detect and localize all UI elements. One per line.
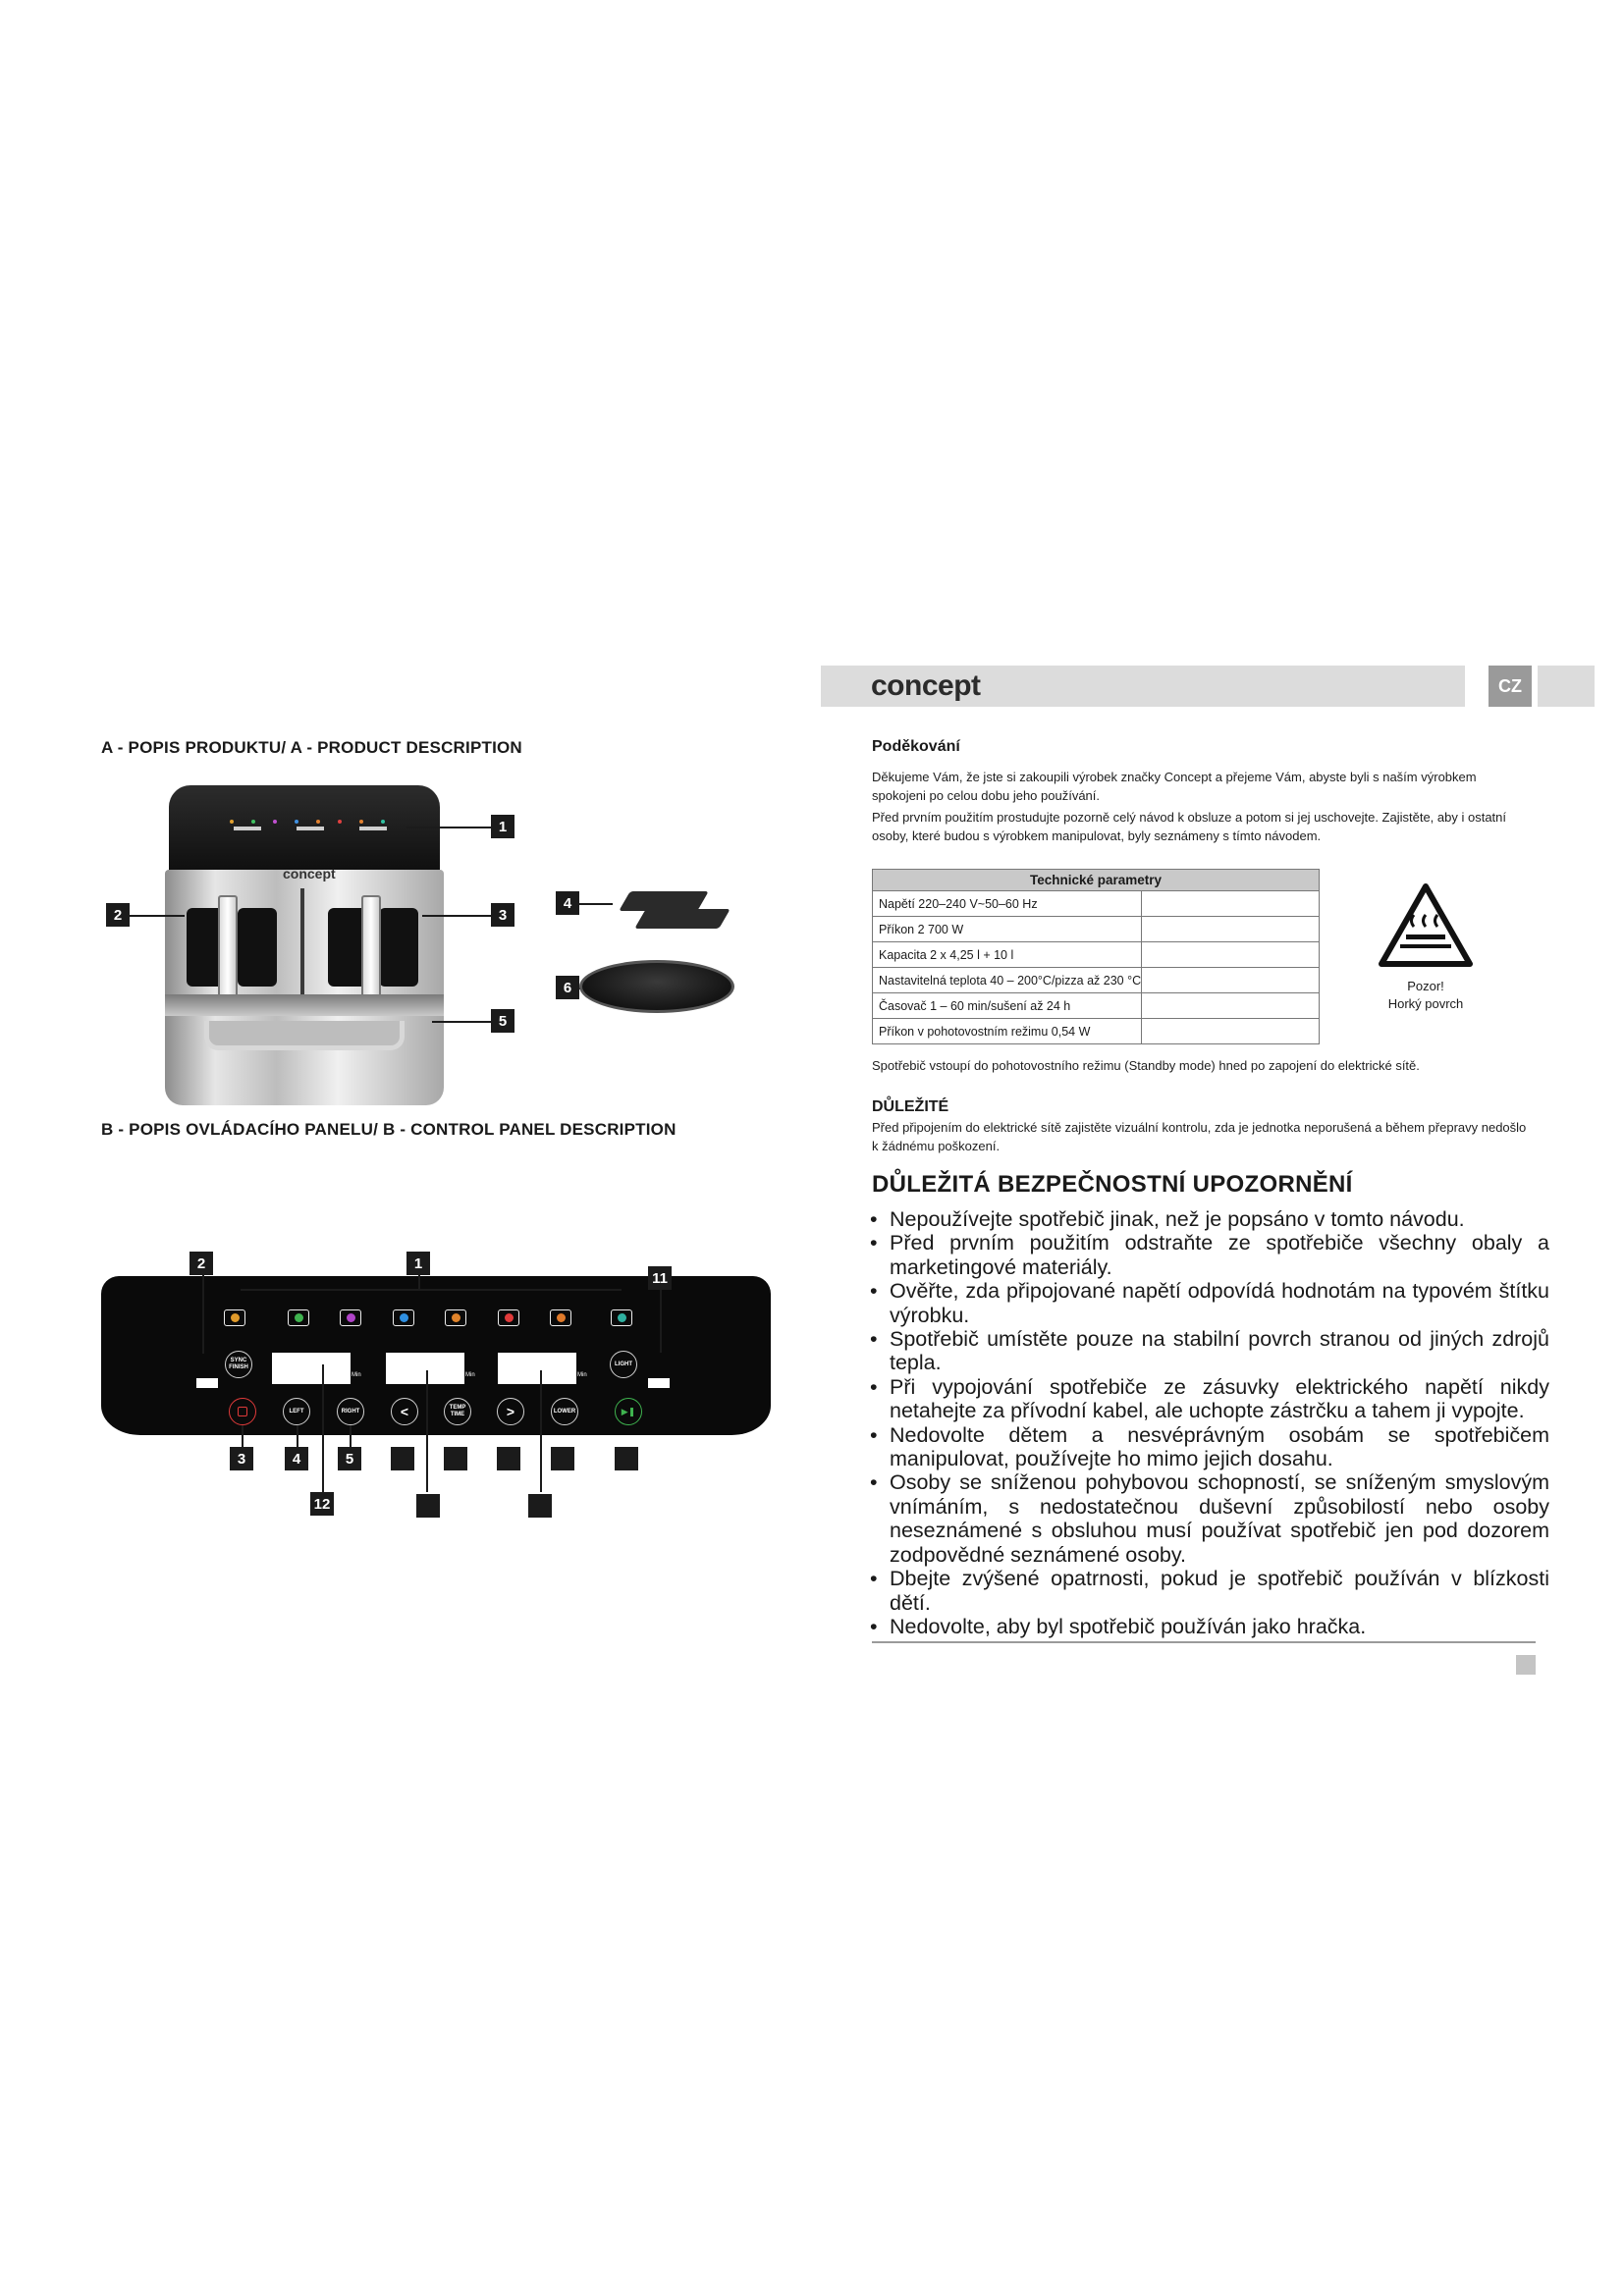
callout-4-leader — [579, 903, 613, 905]
panel-callout-3: 3 — [230, 1447, 253, 1470]
fryer-brand-logo: concept — [283, 866, 336, 881]
panel-callout-14 — [528, 1494, 552, 1518]
panel-callout-7 — [391, 1447, 414, 1470]
callout-5-leader — [432, 1021, 493, 1023]
warning-caption-line-1: Pozor! — [1407, 979, 1444, 993]
panel-callout-11: 11 — [648, 1266, 672, 1290]
safety-item: • Ověřte, zda připojované napětí odpovídá hodnotám na typovém štítku výrobku. — [868, 1279, 1549, 1327]
preset-dot-6 — [505, 1313, 514, 1322]
callout-3: 3 — [491, 903, 514, 927]
fryer-body — [165, 870, 444, 1105]
power-button[interactable] — [229, 1398, 256, 1425]
callout-3-line — [242, 1425, 244, 1447]
panel-callout-9 — [497, 1447, 520, 1470]
footer-rule — [872, 1641, 1536, 1643]
important-text: Před připojením do elektrické sítě zajistěte vizuální kontrolu, zda je jednotka neporušená a během přepravy nedošlo k žádnému poškození. — [872, 1120, 1527, 1153]
preset-dot-5 — [452, 1313, 460, 1322]
safety-warnings-list — [868, 1207, 1549, 1638]
panel-callout-6 — [615, 1447, 638, 1470]
callout-4-line — [297, 1425, 298, 1447]
safety-item: • Dbejte zvýšené opatrnosti, pokud je spotřebič používán v blízkosti dětí. — [868, 1567, 1549, 1615]
start-pause-button[interactable] — [615, 1398, 642, 1425]
preset-icon-4[interactable] — [393, 1309, 414, 1326]
bottom-drawer-handle — [204, 1021, 405, 1050]
brand-logo: concept — [871, 669, 981, 702]
left-min-label: Min — [352, 1372, 361, 1378]
language-tag: CZ — [1489, 666, 1532, 707]
callout-5-line — [350, 1425, 352, 1447]
preset-dot-4 — [400, 1313, 408, 1322]
callout-1-stem — [418, 1275, 420, 1289]
callout-1-leader — [406, 827, 495, 828]
preset-icon-2[interactable] — [288, 1309, 309, 1326]
panel-callout-10 — [551, 1447, 574, 1470]
left-drawer-handle — [218, 895, 238, 997]
standby-note: Spotřebič vstoupí do pohotovostního režimu (Standby mode) hned po zapojení do elektrické sítě. — [872, 1058, 1420, 1073]
callout-2-line — [202, 1275, 204, 1354]
spec-table-header: Technické parametry — [873, 870, 1320, 891]
right-min-label: Min — [577, 1372, 587, 1378]
light-button[interactable]: LIGHT — [610, 1351, 637, 1378]
preset-dot-7 — [557, 1313, 566, 1322]
preset-dot-1 — [231, 1313, 240, 1322]
thanks-paragraph-2: Před prvním použitím prostudujte pozorně celý návod k obsluze a potom si jej uschovejte. Zajistěte, aby i ostatní osoby, které budou s výrobkem manipulovat, byly seznámeny s tímto návodem. — [872, 810, 1507, 843]
center-display — [386, 1353, 464, 1384]
safety-item: • Osoby se sníženou pohybovou schopností, se sníženým smyslovým vnímáním, s nedostatečnou duševní způsobilostí nebo osoby neseznámené s obsluhou musí používat spotřebič jen pod dozorem zodpovědné seznámené osoby. — [868, 1470, 1549, 1567]
temp-time-button[interactable]: TEMP TIME — [444, 1398, 471, 1425]
preset-dot-2 — [295, 1313, 303, 1322]
center-min-label: Min — [465, 1372, 475, 1378]
preset-icon-5[interactable] — [445, 1309, 466, 1326]
preset-dot-8 — [618, 1313, 626, 1322]
left-basket-button[interactable]: LEFT — [283, 1398, 310, 1425]
sync-finish-button[interactable]: SYNC FINISH — [225, 1351, 252, 1378]
lower-button[interactable]: LOWER — [551, 1398, 578, 1425]
spec-row: Nastavitelná teplota 40 – 200°C/pizza až 230 °C — [873, 968, 1142, 993]
callout-1: 1 — [491, 815, 514, 838]
preset-icon-3[interactable] — [340, 1309, 361, 1326]
thanks-paragraph-1: Děkujeme Vám, že jste si zakoupili výrobek značky Concept a přejeme Vám, abyste byli s naším výrobkem spokojeni po celou dobu jeho používání. — [872, 770, 1477, 803]
safety-item: • Nedovolte, aby byl spotřebič používán jako hračka. — [868, 1615, 1549, 1638]
callout-13-line — [426, 1370, 428, 1492]
spec-row-empty — [1142, 891, 1320, 917]
pizza-pan — [579, 960, 734, 1013]
spec-row: Příkon v pohotovostním režimu 0,54 W — [873, 1019, 1142, 1044]
spec-row: Příkon 2 700 W — [873, 917, 1142, 942]
panel-callout-8 — [444, 1447, 467, 1470]
section-a-heading: A - POPIS PRODUKTU/ A - PRODUCT DESCRIPTION — [101, 738, 522, 757]
crisper-plate-1 — [619, 891, 709, 911]
spec-row-empty — [1142, 917, 1320, 942]
panel-callout-5-label: 5 — [345, 1450, 354, 1468]
technical-parameters-table — [872, 869, 1320, 1044]
right-basket-display — [498, 1353, 576, 1384]
callout-2-leader — [126, 915, 185, 917]
spec-row: Časovač 1 – 60 min/sušení až 24 h — [873, 993, 1142, 1019]
spec-row: Kapacita 2 x 4,25 l + 10 l — [873, 942, 1142, 968]
left-basket-display — [272, 1353, 351, 1384]
panel-callout-4: 4 — [285, 1447, 308, 1470]
spec-row-empty — [1142, 1019, 1320, 1044]
safety-item: • Spotřebič umístěte pouze na stabilní povrch stranou od jiných zdrojů tepla. — [868, 1327, 1549, 1375]
panel-callout-1: 1 — [406, 1252, 430, 1275]
left-drawer-window-2 — [238, 908, 277, 987]
callout-4: 4 — [556, 891, 579, 915]
spec-row-empty — [1142, 968, 1320, 993]
callout-11-line — [660, 1290, 662, 1353]
callout-1-bracket — [241, 1289, 622, 1291]
callout-2: 2 — [106, 903, 130, 927]
right-basket-button[interactable]: RIGHT — [337, 1398, 364, 1425]
header-strip — [1538, 666, 1595, 707]
safety-warnings-heading: DŮLEŽITÁ BEZPEČNOSTNÍ UPOZORNĚNÍ — [872, 1171, 1353, 1198]
section-b-heading: B - POPIS OVLÁDACÍHO PANELU/ B - CONTROL PANEL DESCRIPTION — [101, 1120, 677, 1139]
left-indicator — [196, 1378, 218, 1388]
callout-6: 6 — [556, 976, 579, 999]
drawer-divider — [300, 888, 304, 994]
fryer-display-icons — [224, 818, 401, 831]
page-marker — [1516, 1655, 1536, 1675]
right-drawer-handle — [361, 895, 381, 997]
callout-14-line — [540, 1370, 542, 1492]
important-heading: DŮLEŽITÉ — [872, 1098, 949, 1115]
spec-row: Napětí 220–240 V~50–60 Hz — [873, 891, 1142, 917]
safety-item: • Před prvním použitím odstraňte ze spotřebiče všechny obaly a marketingové materiály. — [868, 1231, 1549, 1279]
safety-item: • Nedovolte dětem a nesvéprávným osobám se spotřebičem manipulovat, používejte ho mimo jejich dosahu. — [868, 1423, 1549, 1471]
preset-icon-6[interactable] — [498, 1309, 519, 1326]
hot-surface-caption — [1359, 978, 1492, 1013]
decrease-button[interactable]: < — [391, 1398, 418, 1425]
spec-row-empty — [1142, 942, 1320, 968]
panel-callout-13 — [416, 1494, 440, 1518]
power-icon — [238, 1407, 247, 1416]
warning-caption-line-2: Horký povrch — [1387, 996, 1464, 1011]
preset-dot-3 — [347, 1313, 355, 1322]
right-drawer-window-2 — [379, 908, 418, 987]
preset-icon-7[interactable] — [550, 1309, 571, 1326]
panel-callout-2: 2 — [189, 1252, 213, 1275]
panel-callout-12: 12 — [310, 1492, 334, 1516]
safety-item: • Nepoužívejte spotřebič jinak, než je popsáno v tomto návodu. — [868, 1207, 1549, 1231]
thanks-heading: Poděkování — [872, 738, 960, 755]
play-pause-icon: ▶❚ — [621, 1406, 636, 1416]
hot-surface-warning-icon — [1379, 883, 1473, 968]
right-indicator — [648, 1378, 670, 1388]
crisper-plate-2 — [634, 909, 731, 929]
spec-row-empty — [1142, 993, 1320, 1019]
panel-callout-5 — [338, 1447, 361, 1470]
callout-3-leader — [422, 915, 493, 917]
callout-12-line — [322, 1364, 324, 1492]
fryer-lower-band — [165, 994, 444, 1016]
callout-5: 5 — [491, 1009, 514, 1033]
preset-icon-1[interactable] — [224, 1309, 245, 1326]
preset-icon-8[interactable] — [611, 1309, 632, 1326]
increase-button[interactable]: > — [497, 1398, 524, 1425]
safety-item: • Při vypojování spotřebiče ze zásuvky elektrického napětí nikdy netahejte za přívodní kabel, ale uchopte zástrčku a tahem ji vypojte. — [868, 1375, 1549, 1423]
